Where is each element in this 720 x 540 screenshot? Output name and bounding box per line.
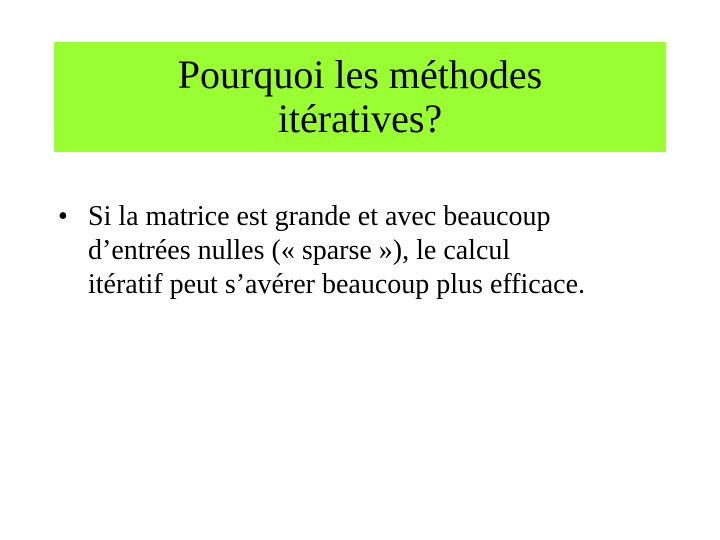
bullet-text-line-2: d’entrées nulles (« sparse »), le calcul: [88, 235, 511, 266]
slide-title-line-1: Pourquoi les méthodes: [177, 52, 543, 97]
bullet-item: [58, 200, 678, 302]
bullet-list: [58, 200, 678, 302]
slide-title-line-2: itératives?: [277, 96, 443, 141]
bullet-text-line-1: Si la matrice est grande et avec beaucoup: [88, 201, 551, 232]
bullet-text-line-3: itératif peut s’avérer beaucoup plus efficace.: [88, 269, 585, 300]
slide-title-banner: [54, 42, 666, 152]
bullet-dot-icon: •: [58, 201, 68, 232]
